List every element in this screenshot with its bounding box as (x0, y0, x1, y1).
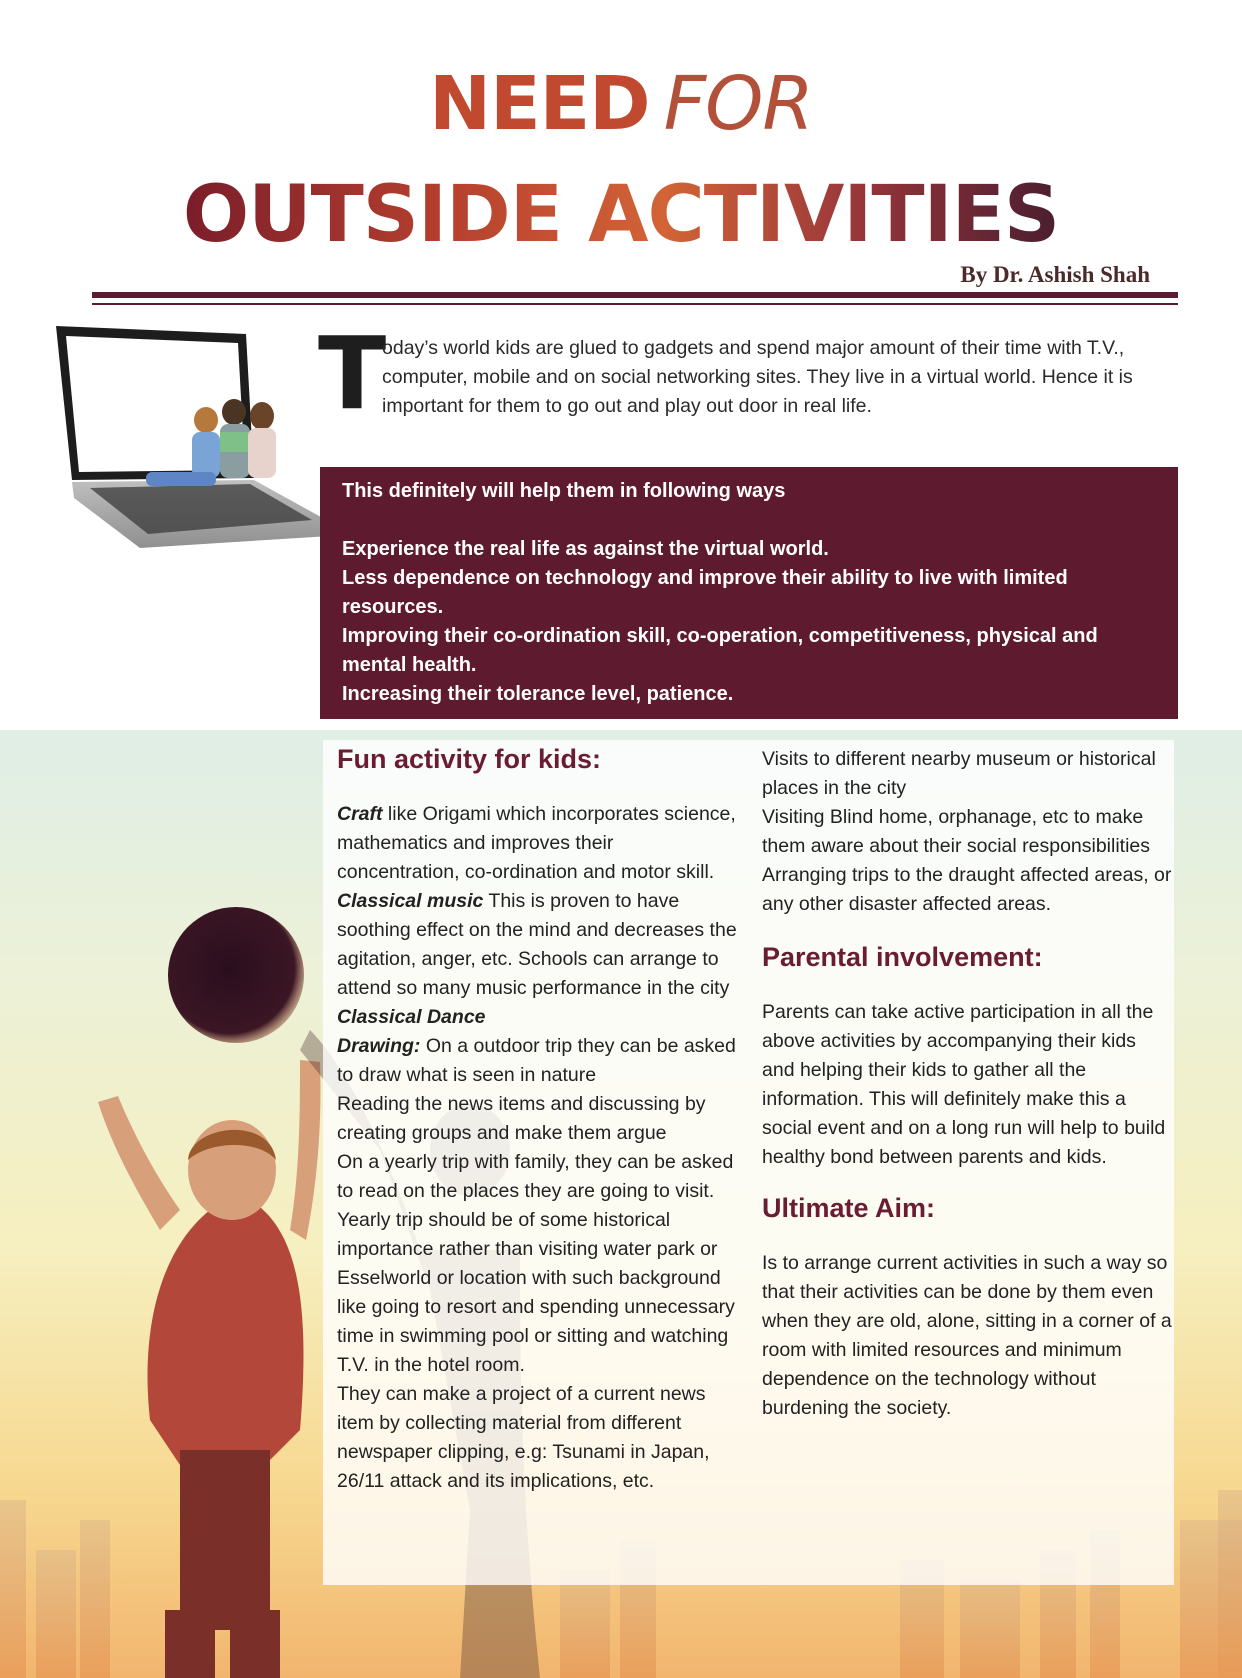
left-column (337, 745, 737, 1496)
dance-lead: Classical Dance (337, 1006, 486, 1028)
title-rule-thin (92, 303, 1178, 305)
title-need: NEED (429, 61, 650, 147)
drawing-paragraph (337, 1032, 737, 1090)
benefit-item: Experience the real life as against the virtual world. (342, 538, 829, 560)
title-outside-activities: OUTSIDE ACTIVITIES (182, 170, 1060, 260)
craft-paragraph (337, 800, 737, 887)
title-rule-thick (92, 292, 1178, 298)
museum-paragraph: Visits to different nearby museum or historical places in the city (762, 748, 1156, 799)
title-for: FOR (663, 61, 813, 147)
benefit-item: Improving their co-ordination skill, co-operation, competitiveness, physical and mental health. (342, 625, 1098, 676)
news-paragraph: Reading the news items and discussing by creating groups and make them argue (337, 1093, 706, 1144)
benefits-box (320, 467, 1178, 719)
parental-heading: Parental involvement: (762, 942, 1043, 972)
intro-paragraph: oday’s world kids are glued to gadgets and spend major amount of their time with T.V., computer, mobile and on social networking sites. They live in a virtual world. Hence it is important for them to go out and play out door in real life. (382, 337, 1133, 417)
drawing-lead: Drawing: (337, 1035, 421, 1057)
music-lead: Classical music (337, 890, 484, 912)
laptop-kids-illustration (50, 322, 330, 552)
ultimate-aim-paragraph: Is to arrange current activities in such a way so that their activities can be done by them even when they are old, alone, sitting in a corner of a room with limited resources and minimum dependence on the technology without burdening the society. (762, 1252, 1172, 1419)
title-line-2 (0, 165, 1242, 265)
drawing-text: On a outdoor trip they can be asked to draw what is seen in nature (337, 1035, 736, 1086)
music-text: This is proven to have soothing effect on the mind and decreases the agitation, anger, etc. Schools can arrange to attend so many music performance in the city (337, 890, 737, 999)
music-paragraph (337, 887, 737, 1003)
project-paragraph: They can make a project of a current news item by collecting material from different newspaper clipping, e.g: Tsunami in Japan, 26/11 attack and its implications, etc. (337, 1383, 710, 1492)
parental-paragraph: Parents can take active participation in all the above activities by accompanying their kids and helping their kids to gather all the information. This will definitely make this a social event and on a long run will help to build healthy bond between parents and kids. (762, 1001, 1166, 1168)
byline: By Dr. Ashish Shah (960, 262, 1150, 287)
blind-home-paragraph: Visiting Blind home, orphanage, etc to make them aware about their social responsibilities (762, 806, 1151, 857)
draught-paragraph: Arranging trips to the draught affected areas, or any other disaster affected areas. (762, 864, 1172, 915)
benefits-heading: This definitely will help them in following ways (342, 480, 786, 502)
ultimate-aim-heading: Ultimate Aim: (762, 1193, 936, 1223)
craft-lead: Craft (337, 803, 383, 825)
right-column (762, 745, 1172, 1423)
fun-activity-heading: Fun activity for kids: (337, 744, 602, 774)
drop-cap: T (318, 315, 387, 432)
benefit-item: Less dependence on technology and improve their ability to live with limited resources. (342, 567, 1068, 618)
benefit-item: Increasing their tolerance level, patience. (342, 683, 734, 705)
yearly-trip-paragraph: On a yearly trip with family, they can be asked to read on the places they are going to visit. Yearly trip should be of some historical importance rather than visiting water park or Esselworld or location with such background like going to resort and spending unnecessary time in swimming pool or sitting and watching T.V. in the hotel room. (337, 1151, 735, 1376)
craft-text: like Origami which incorporates science, mathematics and improves their concentration, co-ordination and motor skill. (337, 803, 736, 883)
title-line-1 (0, 58, 1242, 150)
